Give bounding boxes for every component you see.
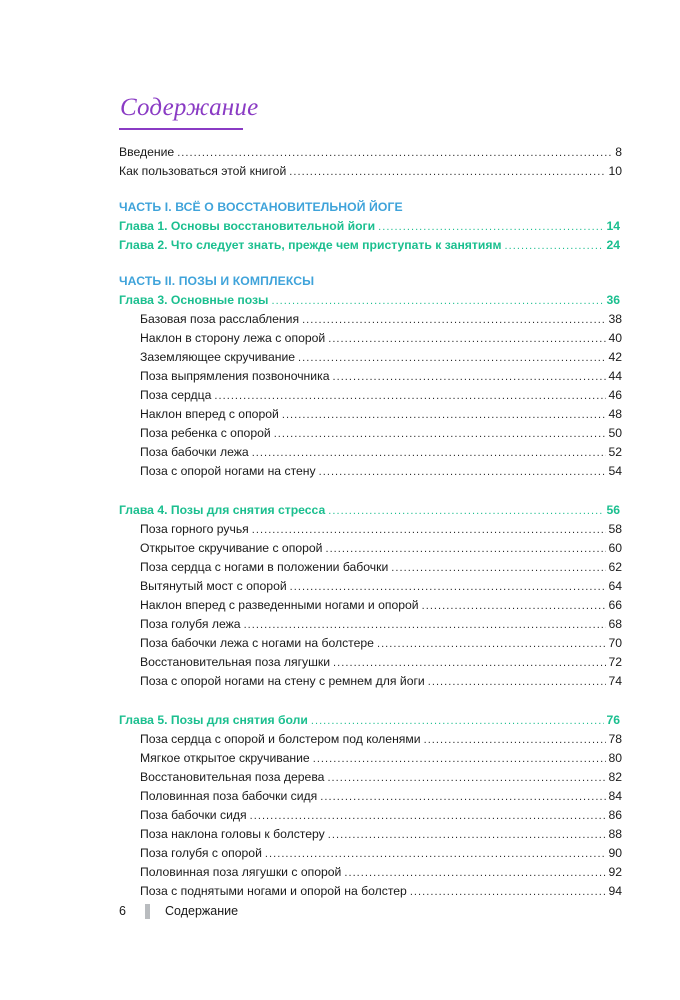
toc-entry[interactable]: Поза бабочки сидя ..... 86 (119, 806, 622, 825)
toc-entry[interactable]: Поза сердца с опорой и болстером под коленями ..... 78 (119, 730, 622, 749)
page-title: Содержание (120, 94, 259, 121)
toc-chapter-4[interactable]: Глава 4. Позы для снятия стресса ..... 56 (119, 501, 622, 520)
toc-entry[interactable]: Восстановительная поза лягушки ..... 72 (119, 653, 622, 672)
toc-entry[interactable]: Наклон вперед с опорой ..... 48 (119, 405, 622, 424)
toc-entry[interactable]: Поза сердца с ногами в положении бабочки ..... 62 (119, 558, 622, 577)
toc-entry[interactable]: Открытое скручивание с опорой ..... 60 (119, 539, 622, 558)
toc-entry[interactable]: Наклон вперед с разведенными ногами и опорой ..... 66 (119, 596, 622, 615)
toc-chapter-2[interactable]: Глава 2. Что следует знать, прежде чем приступать к занятиям ..... 24 (119, 236, 622, 255)
table-of-contents (119, 143, 622, 901)
toc-entry[interactable]: Поза голубя с опорой ..... 90 (119, 844, 622, 863)
toc-entry[interactable]: Поза наклона головы к болстеру ..... 88 (119, 825, 622, 844)
toc-chapter-1[interactable]: Глава 1. Основы восстановительной йоги ..... 14 (119, 217, 622, 236)
toc-entry[interactable]: Поза бабочки лежа ..... 52 (119, 443, 622, 462)
footer-page-number: 6 (119, 904, 126, 918)
toc-entry[interactable]: Заземляющее скручивание ..... 42 (119, 348, 622, 367)
toc-entry[interactable]: Поза бабочки лежа с ногами на болстере ..... 70 (119, 634, 622, 653)
toc-entry[interactable]: Поза выпрямления позвоночника ..... 44 (119, 367, 622, 386)
toc-entry[interactable]: Поза горного ручья ..... 58 (119, 520, 622, 539)
toc-entry[interactable]: Поза ребенка с опорой ..... 50 (119, 424, 622, 443)
part-2-heading: ЧАСТЬ II. ПОЗЫ И КОМПЛЕКСЫ (119, 274, 315, 288)
page-footer (119, 902, 238, 920)
part-1-heading: ЧАСТЬ I. ВСЁ О ВОССТАНОВИТЕЛЬНОЙ ЙОГЕ (119, 200, 403, 214)
toc-entry[interactable]: Восстановительная поза дерева ..... 82 (119, 768, 622, 787)
toc-entry[interactable]: Поза с опорой ногами на стену с ремнем для йоги ..... 74 (119, 672, 622, 691)
footer-section-name: Содержание (165, 904, 239, 918)
toc-entry[interactable]: Вытянутый мост с опорой ..... 64 (119, 577, 622, 596)
toc-chapter-3[interactable]: Глава 3. Основные позы ..... 36 (119, 291, 622, 310)
toc-entry[interactable]: Половинная поза лягушки с опорой ..... 92 (119, 863, 622, 882)
toc-entry[interactable]: Поза сердца ..... 46 (119, 386, 622, 405)
toc-entry[interactable]: Базовая поза расслабления ..... 38 (119, 310, 622, 329)
title-underline (119, 128, 243, 130)
toc-entry[interactable]: Половинная поза бабочки сидя ..... 84 (119, 787, 622, 806)
toc-entry[interactable]: Наклон в сторону лежа с опорой ..... 40 (119, 329, 622, 348)
toc-entry-how-to-use[interactable]: Как пользоваться этой книгой ..... 10 (119, 162, 622, 181)
toc-entry[interactable]: Поза голубя лежа ..... 68 (119, 615, 622, 634)
toc-entry[interactable]: Поза с поднятыми ногами и опорой на болстер ..... 94 (119, 882, 622, 901)
footer-divider (145, 904, 150, 919)
toc-entry[interactable]: Мягкое открытое скручивание ..... 80 (119, 749, 622, 768)
toc-entry-introduction[interactable]: Введение ..... 8 (119, 143, 622, 162)
toc-chapter-5[interactable]: Глава 5. Позы для снятия боли ..... 76 (119, 711, 622, 730)
toc-entry[interactable]: Поза с опорой ногами на стену ..... 54 (119, 462, 622, 481)
